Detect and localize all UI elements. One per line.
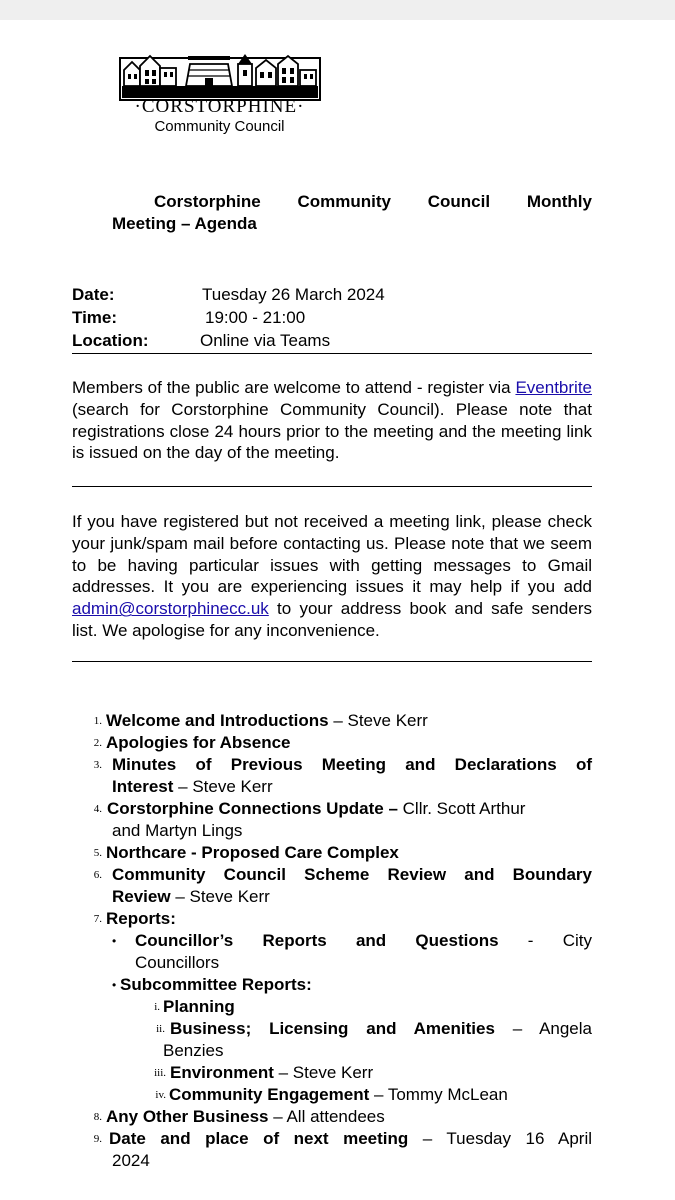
item-7-title: Reports: — [106, 909, 176, 928]
item-6-presenter: – Steve Kerr — [170, 887, 270, 906]
para2-text-b: to your address book and safe senders list. We apologise for any inconvenience. — [72, 599, 592, 640]
agenda-item-9 — [109, 1128, 592, 1150]
admin-email-link[interactable]: admin@corstorphinecc.uk — [72, 599, 269, 619]
agenda-item-5 — [106, 842, 399, 864]
agenda-item-3-line-2 — [112, 776, 273, 798]
subcommittee-reports-title: Subcommittee Reports: — [120, 975, 312, 994]
item-5-title: Northcare - Proposed Care Complex — [106, 843, 399, 862]
item-6-title-line-2: Review — [112, 887, 171, 906]
sub-item-1-title: Planning — [163, 997, 235, 1016]
sub-item-3-presenter: – Steve Kerr — [273, 1063, 374, 1082]
location-label: Location: — [72, 331, 149, 350]
item-4-presenter-line-2: and Martyn Lings — [112, 821, 243, 840]
item-9-date: – Tuesday 16 April — [408, 1129, 592, 1148]
subcommittee-reports — [120, 974, 312, 996]
sub-item-community-engagement — [169, 1084, 508, 1106]
para1-text-b: (search for Corstorphine Community Council). Please note that registrations close 24 hours prior to the meeting and the meeting link is issued on the day of the meeting. — [72, 399, 592, 463]
item-3-title-line-2: Interest — [112, 777, 174, 796]
eventbrite-link[interactable]: Eventbrite — [515, 378, 592, 397]
sub-item-4-title: Community Engagement — [169, 1085, 370, 1104]
time-label: Time: — [72, 308, 118, 327]
item-4-presenter: Cllr. Scott Arthur — [397, 799, 526, 818]
item-number-9: 9. — [93, 1133, 102, 1145]
sub-item-business-line-1 — [170, 1018, 592, 1040]
para1-text-a: Members of the public are welcome to attend - register via — [72, 378, 511, 397]
bullet-1: • — [112, 934, 117, 948]
item-9-title: Date and place of next meeting — [109, 1129, 409, 1148]
bullet-2: • — [112, 978, 117, 992]
item-number-7: 7. — [93, 913, 102, 925]
agenda-list — [0, 20, 675, 1200]
councillor-reports-line-2: Councillors — [135, 953, 220, 972]
item-number-4: 4. — [93, 803, 102, 815]
time-value: 19:00 - 21:00 — [205, 308, 306, 327]
sub-number-4: iv. — [155, 1089, 166, 1101]
sub-item-environment — [170, 1062, 373, 1084]
title-line-2: Meeting – Agenda — [112, 214, 257, 233]
title-line-1: Corstorphine Community Council Monthly — [154, 192, 592, 211]
item-9-date-line-2: 2024 — [112, 1151, 150, 1170]
item-3-presenter: – Steve Kerr — [173, 777, 273, 796]
councillor-reports-presenter: - City — [498, 931, 592, 950]
agenda-item-8 — [106, 1106, 385, 1128]
sub-number-3: iii. — [154, 1067, 166, 1079]
sub-item-2-presenter: – Angela — [494, 1019, 592, 1038]
item-number-3: 3. — [93, 759, 102, 771]
item-6-title-line-1: Community Council Scheme Review and Boundary — [112, 865, 592, 884]
councillor-reports-line-1 — [135, 930, 592, 952]
agenda-item-7 — [106, 908, 176, 930]
item-2-title: Apologies for Absence — [106, 733, 291, 752]
logo-title: ·CORSTORPHINE· — [134, 96, 305, 117]
sub-item-3-title: Environment — [170, 1063, 274, 1082]
viewer-top-bar — [0, 0, 675, 20]
item-3-title-line-1: Minutes of Previous Meeting and Declarations of — [112, 755, 592, 774]
agenda-item-2 — [106, 732, 291, 754]
sub-item-2-title: Business; Licensing and Amenities — [170, 1019, 495, 1038]
councillor-reports-title: Councillor’s Reports and Questions — [135, 931, 499, 950]
item-8-presenter: – All attendees — [268, 1107, 385, 1126]
agenda-item-1 — [106, 710, 428, 732]
agenda-item-6-line-2 — [112, 886, 270, 908]
item-4-title: Corstorphine Connections Update – — [107, 799, 398, 818]
date-label: Date: — [72, 285, 115, 304]
sub-item-2-presenter-line-2: Benzies — [163, 1041, 224, 1060]
date-value: Tuesday 26 March 2024 — [202, 285, 385, 304]
item-number-1: 1. — [93, 715, 102, 727]
item-8-title: Any Other Business — [106, 1107, 269, 1126]
item-number-5: 5. — [93, 847, 102, 859]
sub-item-4-presenter: – Tommy McLean — [369, 1085, 508, 1104]
document-page — [0, 20, 675, 1200]
item-number-2: 2. — [93, 737, 102, 749]
item-number-8: 8. — [93, 1111, 102, 1123]
para2-text-a: If you have registered but not received a meeting link, please check your junk/spam mail before contacting us. Please note that we seem to be having particular issues with getting messages to Gmail addresses. It you are experiencing issues it may help if you add — [72, 512, 592, 597]
sub-item-planning — [163, 996, 235, 1018]
logo-subtitle: Community Council — [154, 118, 285, 135]
item-1-title: Welcome and Introductions — [106, 711, 329, 730]
sub-number-2: ii. — [156, 1023, 165, 1035]
sub-number-1: i. — [154, 1001, 160, 1013]
location-value: Online via Teams — [200, 331, 331, 350]
item-1-presenter: – Steve Kerr — [328, 711, 428, 730]
item-number-6: 6. — [93, 869, 102, 881]
agenda-item-4 — [107, 798, 525, 820]
